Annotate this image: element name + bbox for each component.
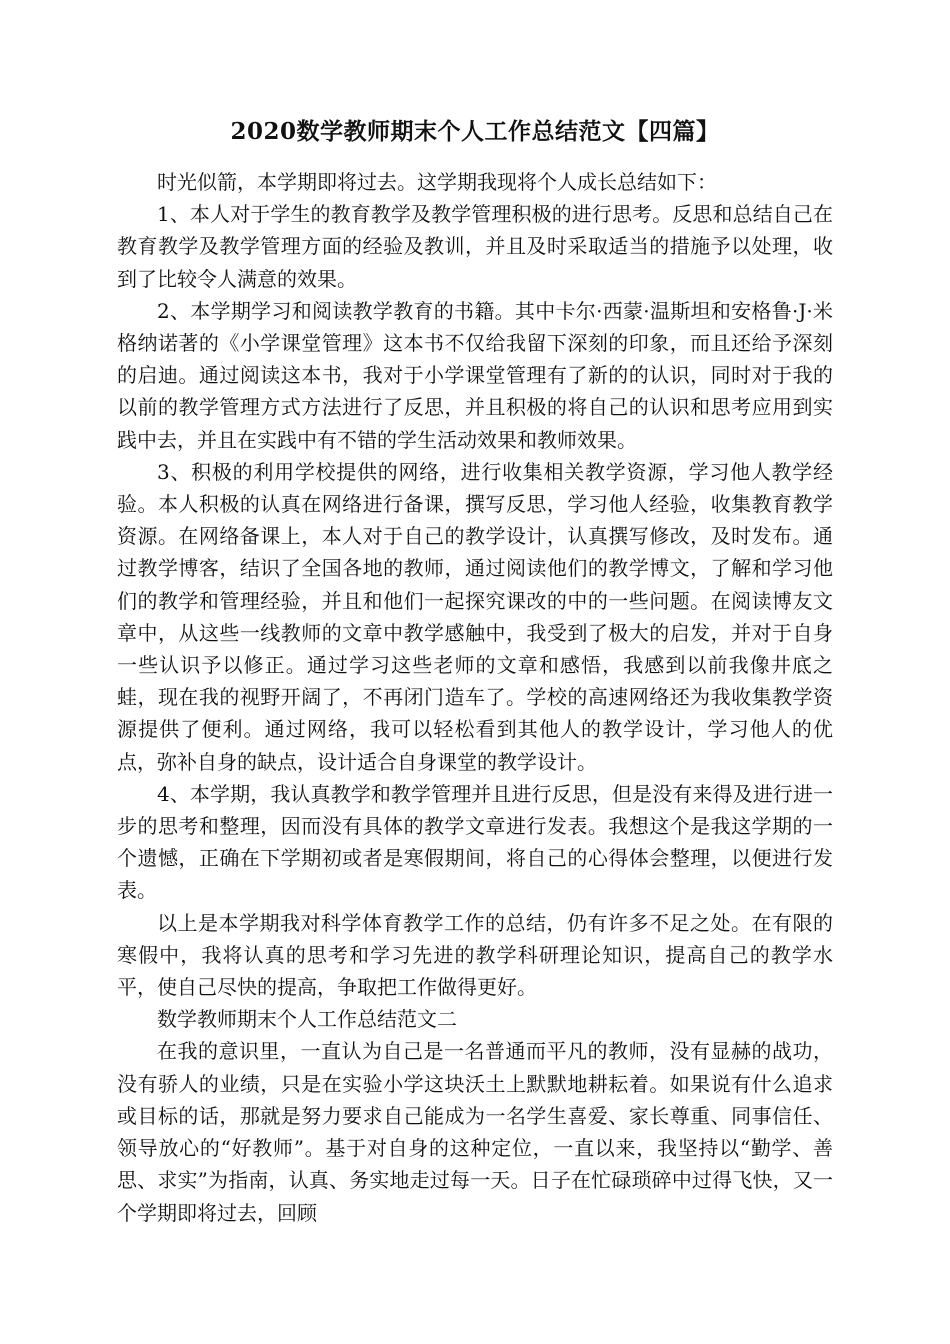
document-title: 2020数学教师期末个人工作总结范文【四篇】 xyxy=(230,118,720,145)
section-two-paragraph: 在我的意识里，一直认为自己是一名普通而平凡的教师，没有显赫的战功，没有骄人的业绩，只是在实验小学这块沃土上默默地耕耘着。如果说有什么追求或目标的话，那就是努力要求自己能成为一名学生喜爱、家长尊重、同事信任、领导放心的“好教师”。基于对自身的这种定位，一直以来，我坚持以“勤学、善思、求实”为指南，认真、务实地走过每一天。日子在忙碌琐碎中过得飞快，又一个学期即将过去，回顾 xyxy=(117,1039,833,1225)
conclusion-paragraph: 以上是本学期我对科学体育教学工作的总结，仍有许多不足之处。在有限的寒假中，我将认真的思考和学习先进的教学科研理论知识，提高自己的教学水平，使自己尽快的提高，争取把工作做得更好。 xyxy=(117,910,833,1000)
paragraph-item-3: 3、积极的利用学校提供的网络，进行收集相关教学资源，学习他人教学经验。本人积极的认真在网络进行备课，撰写反思，学习他人经验，收集教育教学资源。在网络备课上，本人对于自己的教学设计，认真撰写修改，及时发布。通过教学博客，结识了全国各地的教师，通过阅读他们的教学博文，了解和学习他们的教学和管理经验，并且和他们一起探究课改的中的一些问题。在阅读博友文章中，从这些一线教师的文章中教学感触中，我受到了极大的启发，并对于自身一些认识予以修正。通过学习这些老师的文章和感悟，我感到以前我像井底之蛙，现在我的视野开阔了，不再闭门造车了。学校的高速网络还为我收集教学资源提供了便利。通过网络，我可以轻松看到其他人的教学设计，学习他人的优点，弥补自身的缺点，设计适合自身课堂的教学设计。 xyxy=(117,459,833,774)
intro-paragraph: 时光似箭，本学期即将过去。这学期我现将个人成长总结如下： xyxy=(157,170,717,194)
document-page xyxy=(117,112,833,1229)
paragraph-item-1: 1、本人对于学生的教育教学及教学管理积极的进行思考。反思和总结自己在教育教学及教学管理方面的经验及教训，并且及时采取适当的措施予以处理，收到了比较令人满意的效果。 xyxy=(117,202,833,291)
paragraph-item-4: 4、本学期，我认真教学和教学管理并且进行反思，但是没有来得及进行进一步的思考和整理，因而没有具体的教学文章进行发表。我想这个是我这学期的一个遗憾，正确在下学期初或者是寒假期间，将自己的心得体会整理，以便进行发表。 xyxy=(117,781,833,903)
section-heading-two: 数学教师期末个人工作总结范文二 xyxy=(157,1007,457,1032)
paragraph-item-2: 2、本学期学习和阅读教学教育的书籍。其中卡尔·西蒙·温斯坦和安格鲁·J·米格纳诺著的《小学课堂管理》这本书不仅给我留下深刻的印象，而且还给予深刻的启迪。通过阅读这本书，我对于小学课堂管理有了新的的认识，同时对于我的以前的教学管理方式方法进行了反思，并且积极的将自己的认识和思考应用到实践中去，并且在实践中有不错的学生活动效果和教师效果。 xyxy=(117,298,833,452)
